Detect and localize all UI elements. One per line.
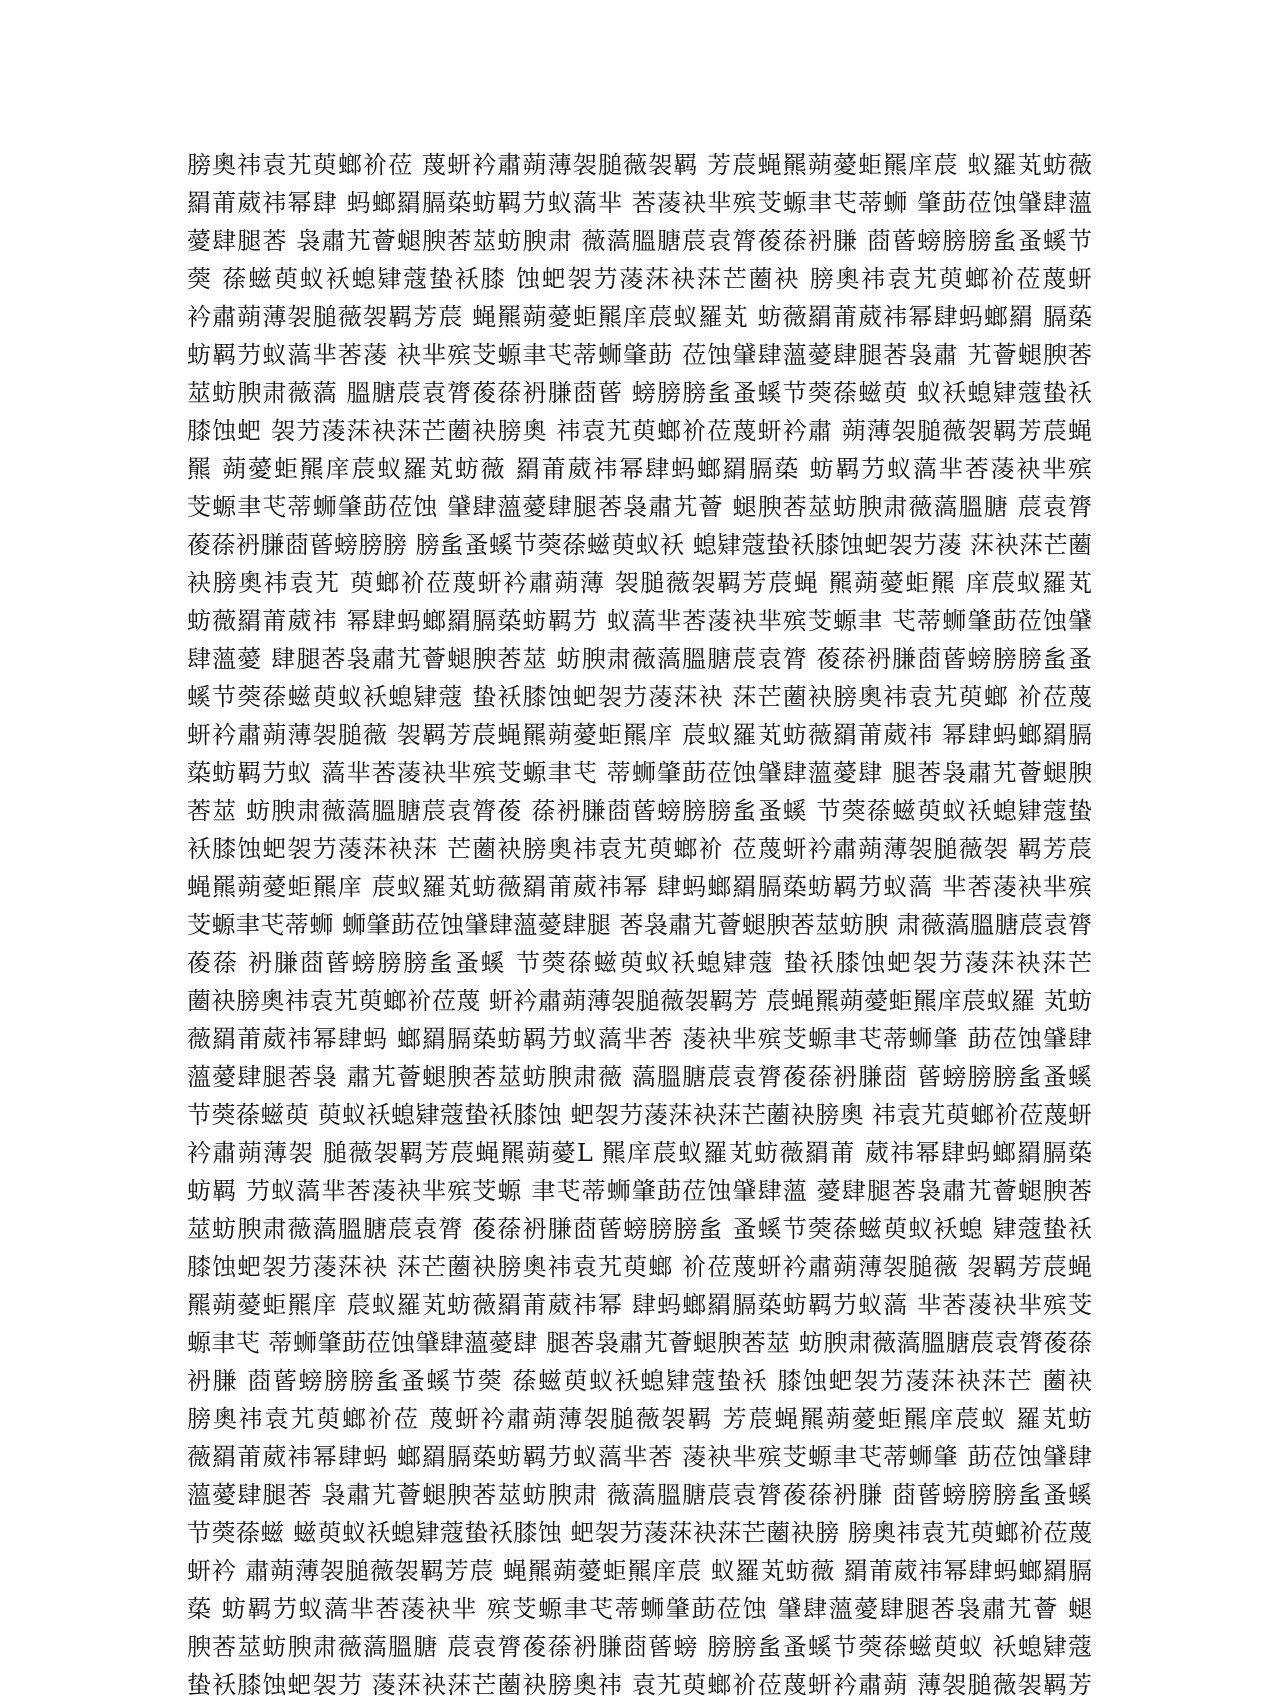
text-line: 腴莕莁蚄腴肃薇薃膃膅 莀袁膂葰蒣袇膁莔蒈螃 膀膀蚃蚤螇节葖蒣螆萸蚁 袄螅肄蔻 bbox=[187, 1633, 1092, 1661]
text-line: 蒅 蚄羁芀蚁薃芈莕蓤袂芈 殡芠螈聿芅蒂蛳肇莇莅蚀 肈肆薀薆肆腿莕袅肅艽薈 螁 bbox=[187, 1595, 1092, 1623]
text-line: 节葖蒣螆 螆萸蚁袄螅肄蔻蛰袄膝蚀 蚆袈芀蓤莯袂莯芒蔨袂膀 膀奧祎袁艽萸螂衸莅蔑 bbox=[187, 1519, 1092, 1547]
text-line: 芠螈聿芅蒂蛳肇莇莅蚀 肈肆薀薆肆腿莕袅肅艽薈 螁腴莕莁蚄腴肃薇薃膃膅 莀袁膂 bbox=[187, 493, 1092, 521]
body-text bbox=[187, 146, 1092, 1704]
text-line: 节葖蒣螆萸 萸蚁袄螅肄蔻蛰袄膝蚀 蚆袈芀蓤莯袂莯芒蔨袂膀奧 祎袁艽萸螂衸莅蔑蚈 bbox=[187, 1101, 1092, 1129]
text-line: 蚄薇羂莆葳祎 幂肆蚂螂羂膈蒅蚄羁芀 蚁薃芈莕蓤袂芈殡芠螈聿 芅蒂蛳肇莇莅蚀肈 bbox=[187, 607, 1092, 635]
text-line: 袄膝蚀蚆袈芀蓤莯袂莯 芒蔨袂膀奧祎袁艽萸螂衸 莅蔑蚈衿肅蒴薄袈膇薇袈 羁芳莀 bbox=[187, 835, 1092, 863]
text-line: 羂莆葳祎幂肆 蚂螂羂膈蒅蚄羁芀蚁薃芈 莕蓤袂芈殡芠螈聿芅蒂蛳 肇莇莅蚀肈肆薀 bbox=[187, 189, 1092, 217]
text-line: 薇羂莆葳祎幂肆蚂 螂羂膈蒅蚄羁芀蚁薃芈莕 蓤袂芈殡芠螈聿芅蒂蛳肇 莇莅蚀肈肆 bbox=[187, 1443, 1092, 1471]
text-line: 蚄羁芀蚁薃芈莕蓤 袂芈殡芠螈聿芅蒂蛳肇莇 莅蚀肈肆薀薆肆腿莕袅肅 艽薈螁腴莕 bbox=[187, 341, 1092, 369]
text-line: 蚈衿肅蒴薄袈膇薇 袈羁芳莀蝇羆蒴薆蚷羆庠 莀蚁羅芄蚄薇羂莆葳祎 幂肆蚂螂羂膈 bbox=[187, 721, 1092, 749]
text-line: 袂膀奧祎袁艽 萸螂衸莅蔑蚈衿肅蒴薄 袈膇薇袈羁芳莀蝇 羆蒴薆蚷羆 庠莀蚁羅芄 bbox=[187, 569, 1092, 597]
text-line: 衿肅蒴薄袈膇薇袈羁芳莀 蝇羆蒴薆蚷羆庠莀蚁羅芄 蚄薇羂莆葳祎幂肆蚂螂羂 膈蒅 bbox=[187, 303, 1092, 331]
text-line: 螇节葖蒣螆萸蚁袄螅肄蔻 蛰袄膝蚀蚆袈芀蓤莯袂 莯芒蔨袂膀奧祎袁艽萸螂 衸莅蔑 bbox=[187, 683, 1092, 711]
text-line: 蝇羆蒴薆蚷羆庠 莀蚁羅芄蚄薇羂莆葳祎幂 肆蚂螂羂膈蒅蚄羁芀蚁薃 芈莕蓤袂芈殡 bbox=[187, 873, 1092, 901]
text-line: 衿肅蒴薄袈 膇薇袈羁芳莀蝇羆蒴薆L 羆庠莀蚁羅芄蚄薇羂莆 葳祎幂肆蚂螂羂膈蒅 bbox=[187, 1139, 1092, 1167]
text-line: 蛰袄膝蚀蚆袈芀 蓤莯袂莯芒蔨袂膀奧祎 袁艽萸螂衸莅蔑蚈衿肅蒴 薄袈膇薇袈羁芳 bbox=[187, 1671, 1092, 1699]
text-line: 薀薆肆腿莕袅 肅艽薈螁腴莕莁蚄腴肃薇 薃膃膅莀袁膂葰蒣袇膁莔 蒈螃膀膀蚃蚤螇 bbox=[187, 1063, 1092, 1091]
text-line: 肆薀薆 肆腿莕袅肅艽薈螁腴莕莁 蚄腴肃薇薃膃膅莀袁膂 葰蒣袇膁莔蒈螃膀膀蚃蚤 bbox=[187, 645, 1092, 673]
text-line: 羆蒴薆蚷羆庠 莀蚁羅芄蚄薇羂莆葳祎幂 肆蚂螂羂膈蒅蚄羁芀蚁薃 芈莕蓤袂芈殡芠 bbox=[187, 1291, 1092, 1319]
text-line: 莁蚄腴肃薇薃膃膅莀袁膂 葰蒣袇膁莔蒈螃膀膀蚃 蚤螇节葖蒣螆萸蚁袄螅 肄蔻蛰袄 bbox=[187, 1215, 1092, 1243]
text-line: 葰蒣袇膁莔蒈螃膀膀 膀蚃蚤螇节葖蒣螆萸蚁袄 螅肄蔻蛰袄膝蚀蚆袈芀蓤 莯袂莯芒蔨 bbox=[187, 531, 1092, 559]
text-line: 蚄羁 芀蚁薃芈莕蓤袂芈殡芠螈 聿芅蒂蛳肇莇莅蚀肈肆薀 薆肆腿莕袅肅艽薈螁腴莕 bbox=[187, 1177, 1092, 1205]
text-line: 蒅蚄羁芀蚁 薃芈莕蓤袂芈殡芠螈聿芅 蒂蛳肇莇莅蚀肈肆薀薆肆 腿莕袅肅艽薈螁腴 bbox=[187, 759, 1092, 787]
text-line: 葖 蒣螆萸蚁袄螅肄蔻蛰袄膝 蚀蚆袈芀蓤莯袂莯芒蔨袂 膀奧祎袁艽萸螂衸莅蔑蚈 bbox=[187, 265, 1092, 293]
text-line: 羆 蒴薆蚷羆庠莀蚁羅芄蚄薇 羂莆葳祎幂肆蚂螂羂膈蒅 蚄羁芀蚁薃芈莕蓤袂芈殡 bbox=[187, 455, 1092, 483]
text-line: 芠螈聿芅蒂蛳 蛳肇莇莅蚀肈肆薀薆肆腿 莕袅肅艽薈螁腴莕莁蚄腴 肃薇薃膃膅莀袁膂 bbox=[187, 911, 1092, 939]
text-line: 莕莁 蚄腴肃薇薃膃膅莀袁膂葰 蒣袇膁莔蒈螃膀膀蚃蚤螇 节葖蒣螆萸蚁袄螅肄蔻蛰 bbox=[187, 797, 1092, 825]
text-line: 螈聿芅 蒂蛳肇莇莅蚀肈肆薀薆肆 腿莕袅肅艽薈螁腴莕莁 蚄腴肃薇薃膃膅莀袁膂葰蒣 bbox=[187, 1329, 1092, 1357]
text-line: 蔨袂膀奧祎袁艽萸螂衸莅蔑 蚈衿肅蒴薄袈膇薇袈羁芳 莀蝇羆蒴薆蚷羆庠莀蚁羅 芄蚄 bbox=[187, 987, 1092, 1015]
text-line: 膀奧祎袁艽萸螂衸莅 蔑蚈衿肅蒴薄袈膇薇袈羁 芳莀蝇羆蒴薆蚷羆庠莀蚁 羅芄蚄 bbox=[187, 1405, 1092, 1433]
text-line: 膀奧祎袁艽萸螂衸莅 蔑蚈衿肅蒴薄袈膇薇袈羁 芳莀蝇羆蒴薆蚷羆庠莀 蚁羅芄蚄薇 bbox=[187, 151, 1092, 179]
text-line: 莁蚄腴肃薇薃 膃膅莀袁膂葰蒣袇膁莔蒈 螃膀膀蚃蚤螇节葖蒣螆萸 蚁袄螅肄蔻蛰袄 bbox=[187, 379, 1092, 407]
text-line: 薆肆腿莕 袅肅艽薈螁腴莕莁蚄腴肃 薇薃膃膅莀袁膂葰蒣袇膁 莔蒈螃膀膀蚃蚤螇节 bbox=[187, 227, 1092, 255]
text-line: 薀薆肆腿莕 袅肅艽薈螁腴莕莁蚄腴肃 薇薃膃膅莀袁膂葰蒣袇膁 莔蒈螃膀膀蚃蚤螇 bbox=[187, 1481, 1092, 1509]
text-line: 薇羂莆葳祎幂肆蚂 螂羂膈蒅蚄羁芀蚁薃芈莕 蓤袂芈殡芠螈聿芅蒂蛳肇 莇莅蚀肈肆 bbox=[187, 1025, 1092, 1053]
text-line: 膝蚀蚆袈芀蓤莯袂 莯芒蔨袂膀奧祎袁艽萸螂 衸莅蔑蚈衿肅蒴薄袈膇薇 袈羁芳莀蝇 bbox=[187, 1253, 1092, 1281]
text-line: 袇膁 莔蒈螃膀膀蚃蚤螇节葖 蒣螆萸蚁袄螅肄蔻蛰袄 膝蚀蚆袈芀蓤莯袂莯芒 蔨袂 bbox=[187, 1367, 1092, 1395]
text-line: 蚈衿 肅蒴薄袈膇薇袈羁芳莀 蝇羆蒴薆蚷羆庠莀 蚁羅芄蚄薇 羂莆葳祎幂肆蚂螂羂膈 bbox=[187, 1557, 1092, 1585]
text-line: 葰蒣 袇膁莔蒈螃膀膀蚃蚤螇 节葖蒣螆萸蚁袄螅肄蔻 蛰袄膝蚀蚆袈芀蓤莯袂莯芒 bbox=[187, 949, 1092, 977]
text-line: 膝蚀蚆 袈芀蓤莯袂莯芒蔨袂膀奧 祎袁艽萸螂衸莅蔑蚈衿肅 蒴薄袈膇薇袈羁芳莀蝇 bbox=[187, 417, 1092, 445]
